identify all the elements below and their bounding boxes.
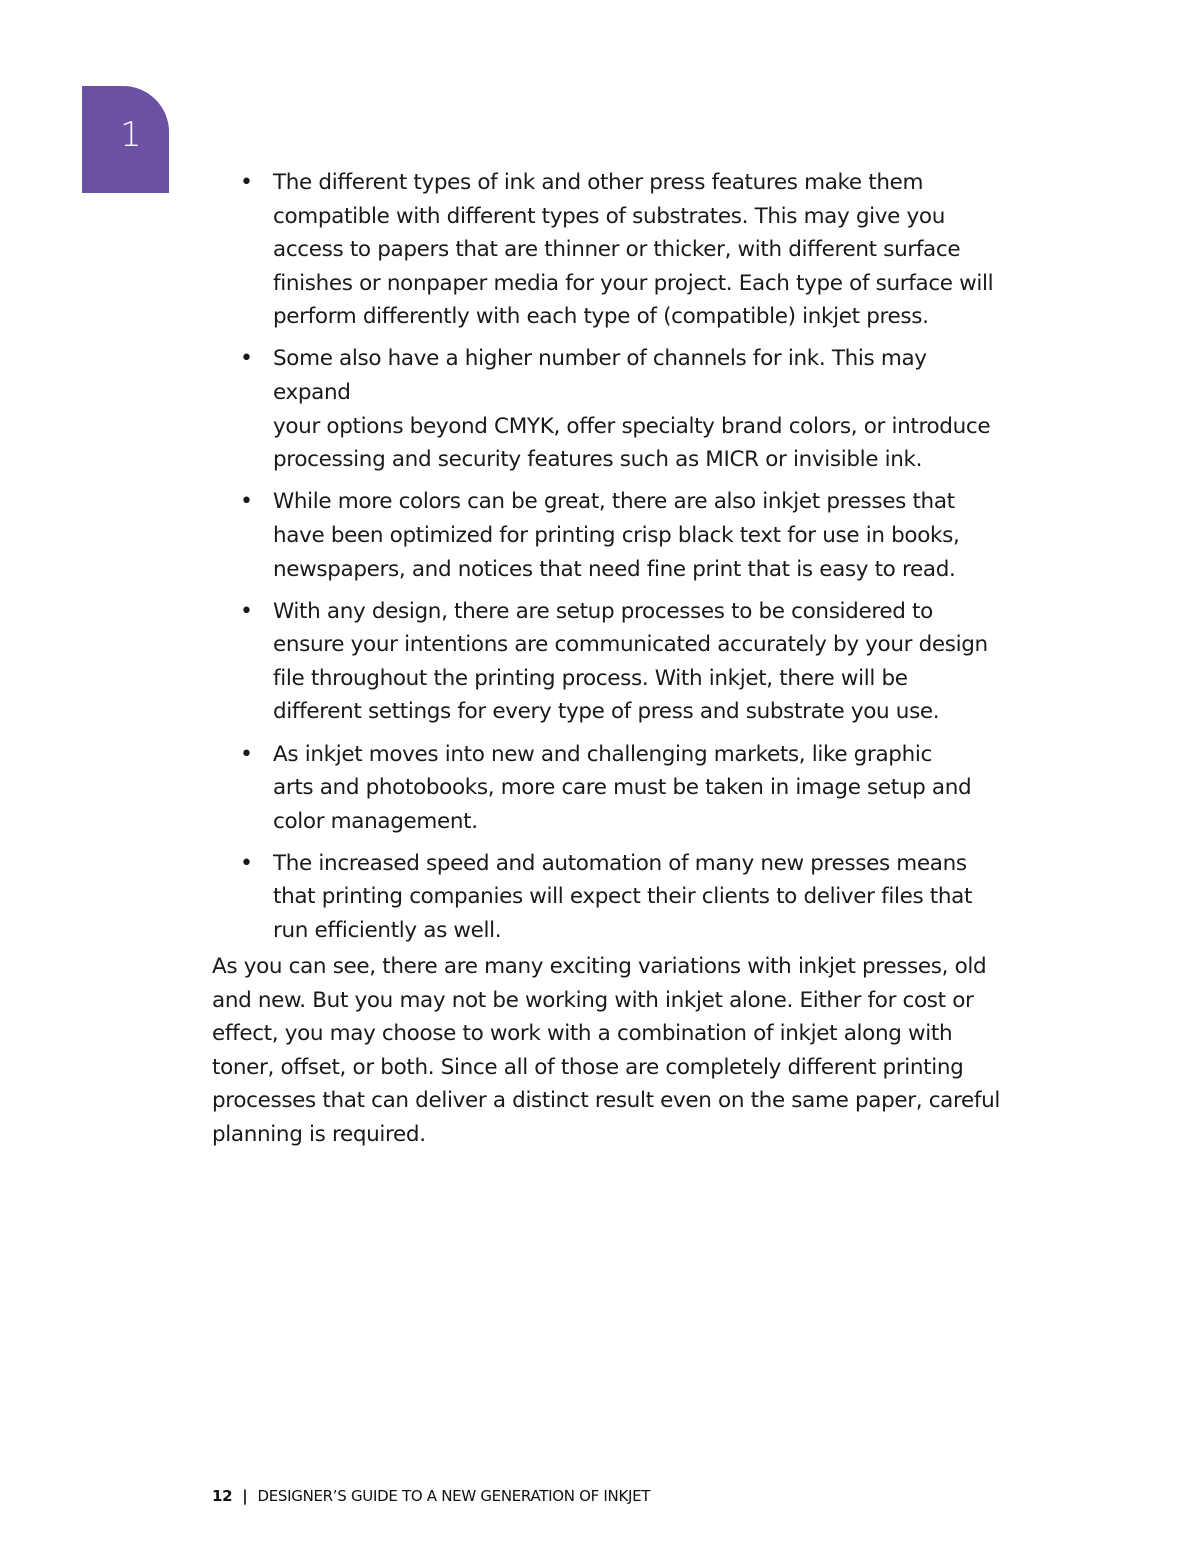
bullet-line: newspapers, and notices that need fine print that is easy to read.	[273, 556, 956, 582]
bullet-line: As inkjet moves into new and challenging markets, like graphic	[273, 741, 932, 767]
bullet-line: The different types of ink and other press features make them	[273, 170, 924, 195]
bullet-line: your options beyond CMYK, offer specialty brand colors, or introduce	[273, 413, 991, 439]
bullet-line: access to papers that are thinner or thicker, with different surface	[273, 237, 961, 263]
paragraph-line: processes that can deliver a distinct result even on the same paper, careful	[212, 1088, 1001, 1114]
bullet-icon: •	[240, 741, 253, 767]
chapter-number: 1	[120, 115, 142, 155]
bullet-line: compatible with different types of substrates. This may give you	[273, 203, 945, 229]
book-title: DESIGNER’S GUIDE TO A NEW GENERATION OF INKJET	[257, 1487, 651, 1505]
paragraph-line: As you can see, there are many exciting variations with inkjet presses, old	[212, 954, 987, 979]
bullet-line: processing and security features such as MICR or invisible ink.	[273, 447, 923, 473]
bullet-icon: •	[240, 170, 253, 195]
list-item	[240, 595, 1000, 729]
bullet-line: While more colors can be great, there are also inkjet presses that	[273, 489, 955, 515]
bullet-line: run efficiently as well.	[273, 917, 502, 943]
list-item	[240, 847, 1000, 948]
bullet-line: file throughout the printing process. With inkjet, there will be	[273, 665, 908, 691]
bullet-line: finishes or nonpaper media for your project. Each type of surface will	[273, 270, 994, 296]
bullet-line: color management.	[273, 808, 478, 834]
bullet-icon: •	[240, 850, 253, 876]
page-number: 12	[212, 1487, 233, 1505]
paragraph-line: effect, you may choose to work with a combination of inkjet along with	[212, 1021, 953, 1047]
bullet-line: perform differently with each type of (compatible) inkjet press.	[273, 304, 929, 330]
bullet-icon: •	[240, 346, 253, 372]
bullet-line: have been optimized for printing crisp black text for use in books,	[273, 522, 960, 548]
bullet-line: arts and photobooks, more care must be taken in image setup and	[273, 775, 972, 801]
bullet-icon: •	[240, 598, 253, 624]
footer-separator: |	[242, 1487, 248, 1505]
bullet-line: that printing companies will expect their clients to deliver files that	[273, 884, 973, 910]
bullet-line: Some also have a higher number of channels for ink. This may expand	[273, 346, 927, 406]
bullet-line: ensure your intentions are communicated accurately by your design	[273, 632, 988, 658]
page-footer	[212, 1486, 650, 1506]
bullet-line: With any design, there are setup processes to be considered to	[273, 598, 933, 624]
list-item	[240, 738, 1000, 839]
paragraph-line: toner, offset, or both. Since all of those are completely different printing	[212, 1054, 964, 1080]
bullet-list	[240, 166, 1000, 956]
paragraph-line: planning is required.	[212, 1121, 426, 1147]
bullet-line: different settings for every type of press and substrate you use.	[273, 699, 940, 725]
body-paragraph	[212, 950, 1002, 1152]
list-item	[240, 342, 1000, 476]
bullet-icon: •	[240, 489, 253, 515]
paragraph-line: and new. But you may not be working with inkjet alone. Either for cost or	[212, 987, 974, 1013]
list-item	[240, 166, 1000, 334]
list-item	[240, 485, 1000, 586]
bullet-line: The increased speed and automation of many new presses means	[273, 850, 967, 876]
